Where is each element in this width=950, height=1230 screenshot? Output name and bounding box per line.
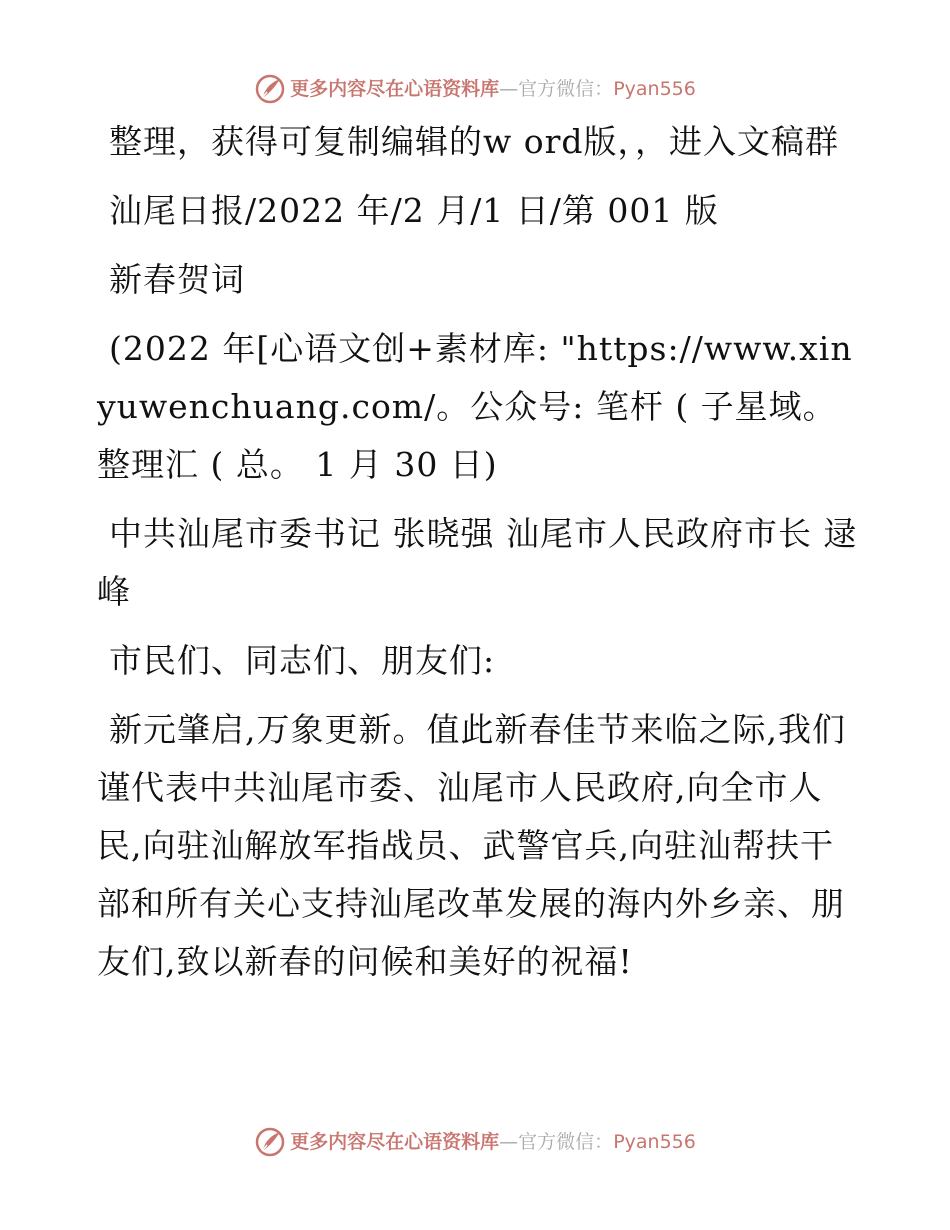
watermark-dash: — bbox=[499, 1131, 519, 1153]
paragraph-salutation: 市民们、同志们、朋友们: bbox=[109, 641, 496, 680]
paragraph-title: 新春贺词 bbox=[109, 260, 245, 299]
header-watermark bbox=[0, 73, 950, 105]
watermark-brand: 更多内容尽在心语资料库 bbox=[290, 78, 500, 100]
feather-logo-icon bbox=[254, 73, 286, 105]
watermark-brand: 更多内容尽在心语资料库 bbox=[290, 1131, 500, 1153]
footer-watermark bbox=[0, 1126, 950, 1158]
paragraph-source-line: 汕尾日报/2022 年/2 月/1 日/第 001 版 bbox=[109, 191, 719, 230]
paragraph-intro: 整理，获得可复制编辑的w ord版，，进入文稿群 bbox=[109, 122, 840, 161]
watermark-dash: — bbox=[499, 78, 519, 100]
watermark-wechat-label: 官方微信： bbox=[518, 1131, 614, 1153]
watermark-handle: Pyan556 bbox=[613, 78, 696, 100]
paragraph-greeting: 新元肇启,万象更新。值此新春佳节来临之际,我们谨代表中共汕尾市委、汕尾市人民政府,向全市人民,向驻汕解放军指战员、武警官兵,向驻汕帮扶干部和所有关心支持汕尾改革发展的海内外乡亲、朋友们,致以新春的问候和美好的祝福! bbox=[97, 710, 846, 981]
document-body bbox=[97, 113, 867, 1002]
paragraph-authors: 中共汕尾市委书记 张晓强 汕尾市人民政府市长 逯峰 bbox=[97, 514, 858, 611]
watermark-wechat-label: 官方微信： bbox=[518, 78, 614, 100]
feather-logo-icon bbox=[254, 1126, 286, 1158]
paragraph-date-note: (2022 年[心语文创+素材库: "https://www.xinyuwenchuang.com/。公众号: 笔杆 ( 子星域。整理汇 ( 总。 1 月 30 日) bbox=[97, 329, 853, 484]
watermark-handle: Pyan556 bbox=[613, 1131, 696, 1153]
